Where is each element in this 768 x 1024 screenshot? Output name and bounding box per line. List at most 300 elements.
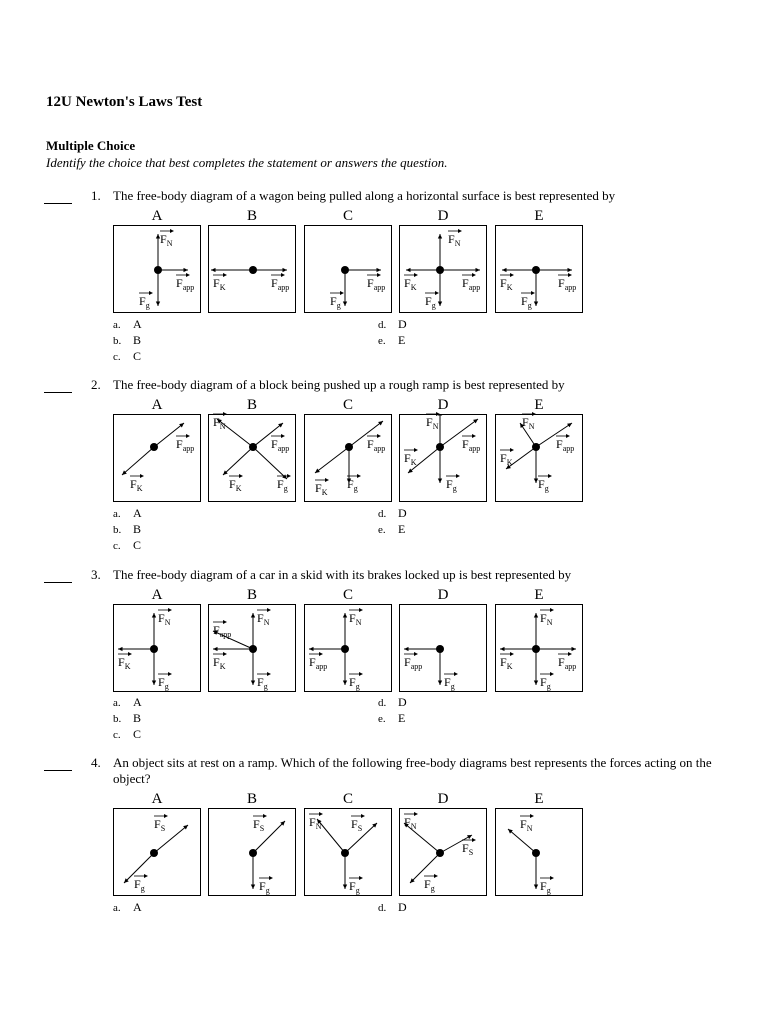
force-label-kinetic [118,655,130,670]
vector-arrow-icon [500,651,514,657]
option-b[interactable]: b. B [113,522,142,536]
free-body-diagram [208,808,296,896]
vector-arrow-icon [271,272,285,278]
option-d[interactable]: d. D [378,317,407,331]
diagram-letter: C [342,208,353,224]
force-arrow-gravity [343,853,347,889]
force-subscript: g [546,682,551,691]
force-label-static [462,841,473,856]
force-subscript: K [136,484,143,493]
force-label-gravity [347,477,358,492]
option-b[interactable]: b. B [113,333,142,347]
force-subscript: S [357,824,363,833]
force-label-kinetic [229,477,241,492]
question-number: 1. [91,188,101,203]
vector-arrow-icon [404,651,418,657]
vector-arrow-icon [118,651,132,657]
force-arrow-gravity [251,853,255,889]
force-label-applied [176,276,194,291]
force-label-gravity [158,675,169,690]
diagram-letter: E [534,397,544,413]
diagram-letter: B [246,791,257,807]
vector-arrow-icon [462,272,476,278]
force-symbol: F [540,879,547,893]
option-c[interactable]: c. C [113,349,142,363]
option-a[interactable]: a. A [113,900,142,914]
force-subscript: S [259,824,265,833]
object-dot [532,849,540,857]
diagram-canvas [305,226,393,314]
diagram-canvas [400,226,488,314]
force-label-applied [556,437,574,452]
force-label-normal [213,415,225,430]
vector-arrow-icon [309,811,323,817]
force-symbol: F [367,276,374,290]
object-dot [341,266,349,274]
force-symbol: F [500,276,507,290]
force-arrow-kinetic [223,447,253,475]
object-dot [532,443,540,451]
question-text: The free-body diagram of a wagon being pulled along a horizontal surface is best represented by [113,188,616,203]
force-label-normal [309,815,321,830]
force-label-kinetic [500,276,512,291]
force-subscript: app [315,662,328,671]
force-label-gravity [259,879,270,894]
force-label-gravity [540,879,551,894]
object-dot [436,443,444,451]
vector-arrow-icon [540,607,554,613]
force-symbol: F [404,451,411,465]
force-subscript: N [263,618,270,627]
diagram-canvas [496,226,584,314]
vector-arrow-icon [158,671,172,677]
force-label-gravity [521,294,532,309]
force-label-applied [462,437,480,452]
force-subscript: N [164,618,171,627]
force-symbol: F [462,841,469,855]
force-arrow-gravity [534,853,538,889]
vector-arrow-icon [558,272,572,278]
vector-arrow-icon [315,477,329,483]
option-a[interactable]: a. A [113,506,142,520]
force-symbol: F [558,276,565,290]
force-label-kinetic [404,451,416,466]
force-symbol: F [271,276,278,290]
vector-arrow-icon [446,473,460,479]
free-body-diagram [495,225,583,313]
free-body-diagram [304,414,392,502]
vector-arrow-icon [176,272,190,278]
force-label-applied [404,655,422,670]
force-symbol: F [330,294,337,308]
vector-arrow-icon [351,813,365,819]
force-symbol: F [500,655,507,669]
force-subscript: K [506,458,513,467]
force-symbol: F [154,817,161,831]
force-subscript: N [432,422,439,431]
force-subscript: S [468,848,474,857]
force-symbol: F [160,232,167,246]
answer-blank[interactable] [44,203,72,204]
force-symbol: F [446,477,453,491]
force-subscript: g [145,301,150,310]
vector-arrow-icon [213,272,227,278]
vector-arrow-icon [253,813,267,819]
vector-arrow-icon [520,813,534,819]
vector-arrow-icon [160,228,174,234]
vector-arrow-icon [556,433,570,439]
force-label-kinetic [500,655,512,670]
force-label-kinetic [404,276,416,291]
force-label-applied [271,437,289,452]
force-symbol: F [213,623,220,637]
force-subscript: N [315,822,322,831]
force-arrow-normal [438,234,442,270]
force-symbol: F [315,481,322,495]
diagram-letter: A [151,208,163,224]
force-label-applied [367,276,385,291]
free-body-diagram [495,414,583,502]
force-subscript: g [265,886,270,895]
force-label-static [154,817,165,832]
force-symbol: F [277,477,284,491]
force-symbol: F [520,817,527,831]
force-label-gravity [538,477,549,492]
force-subscript: N [166,239,173,248]
vector-arrow-icon [349,607,363,613]
force-symbol: F [462,276,469,290]
force-label-gravity [444,675,455,690]
diagram-letter: E [534,587,544,603]
force-symbol: F [404,276,411,290]
diagram-letter: E [534,791,544,807]
diagram-canvas [114,415,202,503]
vector-arrow-icon [558,651,572,657]
force-arrow-gravity [343,649,347,685]
force-symbol: F [521,294,528,308]
force-symbol: F [540,611,547,625]
force-subscript: K [410,458,417,467]
vector-arrow-icon [462,837,476,843]
vector-arrow-icon [540,875,554,881]
object-dot [532,266,540,274]
force-arrow-kinetic [315,447,349,473]
force-symbol: F [404,815,411,829]
force-symbol: F [500,451,507,465]
diagram-letter: A [151,791,163,807]
free-body-diagram [399,414,487,502]
force-symbol: F [213,276,220,290]
force-arrow-normal [438,415,442,447]
force-symbol: F [444,675,451,689]
force-subscript: g [353,484,358,493]
object-dot [345,443,353,451]
force-symbol: F [462,437,469,451]
vector-arrow-icon [500,447,514,453]
answer-blank[interactable] [44,770,72,771]
object-dot [249,645,257,653]
vector-arrow-icon [404,447,418,453]
force-arrow-gravity [152,649,156,685]
force-symbol: F [213,415,220,429]
option-a[interactable]: a. A [113,317,142,331]
force-arrow-gravity [438,447,442,483]
free-body-diagram [399,604,487,692]
force-subscript: N [410,822,417,831]
force-symbol: F [309,815,316,829]
force-symbol: F [309,655,316,669]
force-symbol: F [176,437,183,451]
free-body-diagram [208,604,296,692]
vector-arrow-icon [309,651,323,657]
force-symbol: F [158,611,165,625]
free-body-diagram [113,414,201,502]
diagram-letter: C [342,397,353,413]
force-symbol: F [257,611,264,625]
force-label-normal [158,611,170,626]
force-label-gravity [139,294,150,309]
option-d[interactable]: d. D [378,506,407,520]
force-symbol: F [130,477,137,491]
force-arrow-kinetic [122,447,154,475]
force-label-normal [520,817,532,832]
force-subscript: g [431,301,436,310]
option-c[interactable]: c. C [113,538,142,552]
question-number: 2. [91,377,101,392]
vector-arrow-icon [448,228,462,234]
force-label-kinetic [130,477,142,492]
force-arrow-normal [152,613,156,649]
free-body-diagram [208,225,296,313]
vector-arrow-icon [330,290,344,296]
force-symbol: F [253,817,260,831]
force-arrow-gravity [251,649,255,685]
force-subscript: app [277,444,290,453]
force-subscript: g [544,484,549,493]
free-body-diagram [399,808,487,896]
vector-arrow-icon [229,473,243,479]
vector-arrow-icon [154,813,168,819]
force-label-gravity [277,477,288,492]
force-symbol: F [158,675,165,689]
force-symbol: F [139,294,146,308]
object-dot [249,266,257,274]
force-subscript: app [564,662,577,671]
force-symbol: F [522,415,529,429]
force-label-static [253,817,264,832]
force-label-normal [349,611,361,626]
force-label-applied [309,655,327,670]
free-body-diagram [304,604,392,692]
object-dot [154,266,162,274]
vector-arrow-icon [522,411,536,417]
diagram-letter: B [246,208,257,224]
diagram-letter: D [437,208,449,224]
force-symbol: F [271,437,278,451]
object-dot [249,443,257,451]
force-symbol: F [367,437,374,451]
force-label-kinetic [213,655,225,670]
vector-arrow-icon [259,875,273,881]
force-label-kinetic [315,481,327,496]
option-d[interactable]: d. D [378,695,407,709]
vector-arrow-icon [367,272,381,278]
force-subscript: g [336,301,341,310]
force-label-normal [540,611,552,626]
vector-arrow-icon [134,873,148,879]
diagram-letter: E [534,208,544,224]
question-number: 3. [91,567,101,582]
free-body-diagram [495,808,583,896]
vector-arrow-icon [176,433,190,439]
force-label-applied [558,276,576,291]
force-symbol: F [540,675,547,689]
force-label-normal [522,415,534,430]
force-subscript: app [468,444,481,453]
diagram-letter: A [151,397,163,413]
force-subscript: g [452,484,457,493]
option-a[interactable]: a. A [113,695,142,709]
free-body-diagram [304,808,392,896]
vector-arrow-icon [213,619,227,625]
diagram-letter: C [342,791,353,807]
page-title: 12U Newton's Laws Test [46,94,203,110]
force-label-kinetic [213,276,225,291]
object-dot [436,849,444,857]
answer-blank[interactable] [44,392,72,393]
option-c[interactable]: c. C [113,727,142,741]
force-subscript: K [219,662,226,671]
diagram-canvas [114,226,202,314]
vector-arrow-icon [130,473,144,479]
force-subscript: N [528,422,535,431]
vector-arrow-icon [271,433,285,439]
option-b[interactable]: b. B [113,711,142,725]
force-symbol: F [448,232,455,246]
object-dot [150,849,158,857]
force-label-gravity [330,294,341,309]
force-symbol: F [257,675,264,689]
force-label-applied [271,276,289,291]
force-label-gravity [349,879,360,894]
option-d[interactable]: d. D [378,900,407,914]
force-symbol: F [349,879,356,893]
force-symbol: F [556,437,563,451]
force-symbol: F [349,675,356,689]
force-subscript: app [373,283,386,292]
diagram-letter: B [246,587,257,603]
force-label-gravity [424,877,435,892]
force-subscript: g [527,301,532,310]
diagram-letter: D [437,791,449,807]
vector-arrow-icon [540,671,554,677]
force-subscript: g [283,484,288,493]
vector-arrow-icon [425,290,439,296]
force-subscript: g [355,886,360,895]
object-dot [436,266,444,274]
force-arrow-gravity [438,649,442,685]
force-subscript: app [410,662,423,671]
force-label-applied [367,437,385,452]
force-arrow-normal [343,613,347,649]
force-subscript: S [160,824,166,833]
vector-arrow-icon [367,433,381,439]
diagram-letter: C [342,587,353,603]
vector-arrow-icon [500,272,514,278]
force-label-gravity [349,675,360,690]
force-label-gravity [425,294,436,309]
object-dot [532,645,540,653]
force-label-gravity [257,675,268,690]
force-symbol: F [558,655,565,669]
diagram-canvas [209,226,297,314]
force-label-normal [426,415,438,430]
vector-arrow-icon [257,607,271,613]
force-symbol: F [426,415,433,429]
vector-arrow-icon [139,290,153,296]
force-symbol: F [229,477,236,491]
force-symbol: F [176,276,183,290]
option-e[interactable]: e. E [378,522,406,536]
diagram-letter: D [437,397,449,413]
force-subscript: g [140,884,145,893]
force-subscript: g [450,682,455,691]
diagram-letter: B [246,397,257,413]
force-arrow-gravity [534,270,538,306]
vector-arrow-icon [213,651,227,657]
vector-arrow-icon [424,873,438,879]
force-label-applied [558,655,576,670]
force-symbol: F [134,877,141,891]
instructions: Identify the choice that best completes the statement or answers the question. [46,155,448,170]
object-dot [150,645,158,653]
force-label-applied [462,276,480,291]
vector-arrow-icon [404,811,418,817]
force-subscript: K [506,283,513,292]
force-subscript: N [526,824,533,833]
object-dot [249,849,257,857]
force-subscript: app [219,630,232,639]
force-arrow-normal [534,613,538,649]
force-subscript: app [468,283,481,292]
vector-arrow-icon [521,290,535,296]
force-label-applied [213,623,231,638]
force-subscript: app [564,283,577,292]
force-subscript: K [219,283,226,292]
force-subscript: N [454,239,461,248]
option-e[interactable]: e. E [378,711,406,725]
answer-blank[interactable] [44,582,72,583]
force-subscript: N [546,618,553,627]
force-symbol: F [347,477,354,491]
question-text: The free-body diagram of a block being pushed up a rough ramp is best represented by [113,377,565,392]
object-dot [341,849,349,857]
force-arrow-normal [251,613,255,649]
force-subscript: N [355,618,362,627]
free-body-diagram [495,604,583,692]
vector-arrow-icon [404,272,418,278]
force-label-normal [160,232,172,247]
force-subscript: K [124,662,131,671]
force-symbol: F [349,611,356,625]
force-subscript: app [562,444,575,453]
option-e[interactable]: e. E [378,333,406,347]
free-body-diagram [113,808,201,896]
force-arrow-gravity [438,270,442,306]
force-subscript: g [164,682,169,691]
force-symbol: F [538,477,545,491]
force-label-gravity [446,477,457,492]
